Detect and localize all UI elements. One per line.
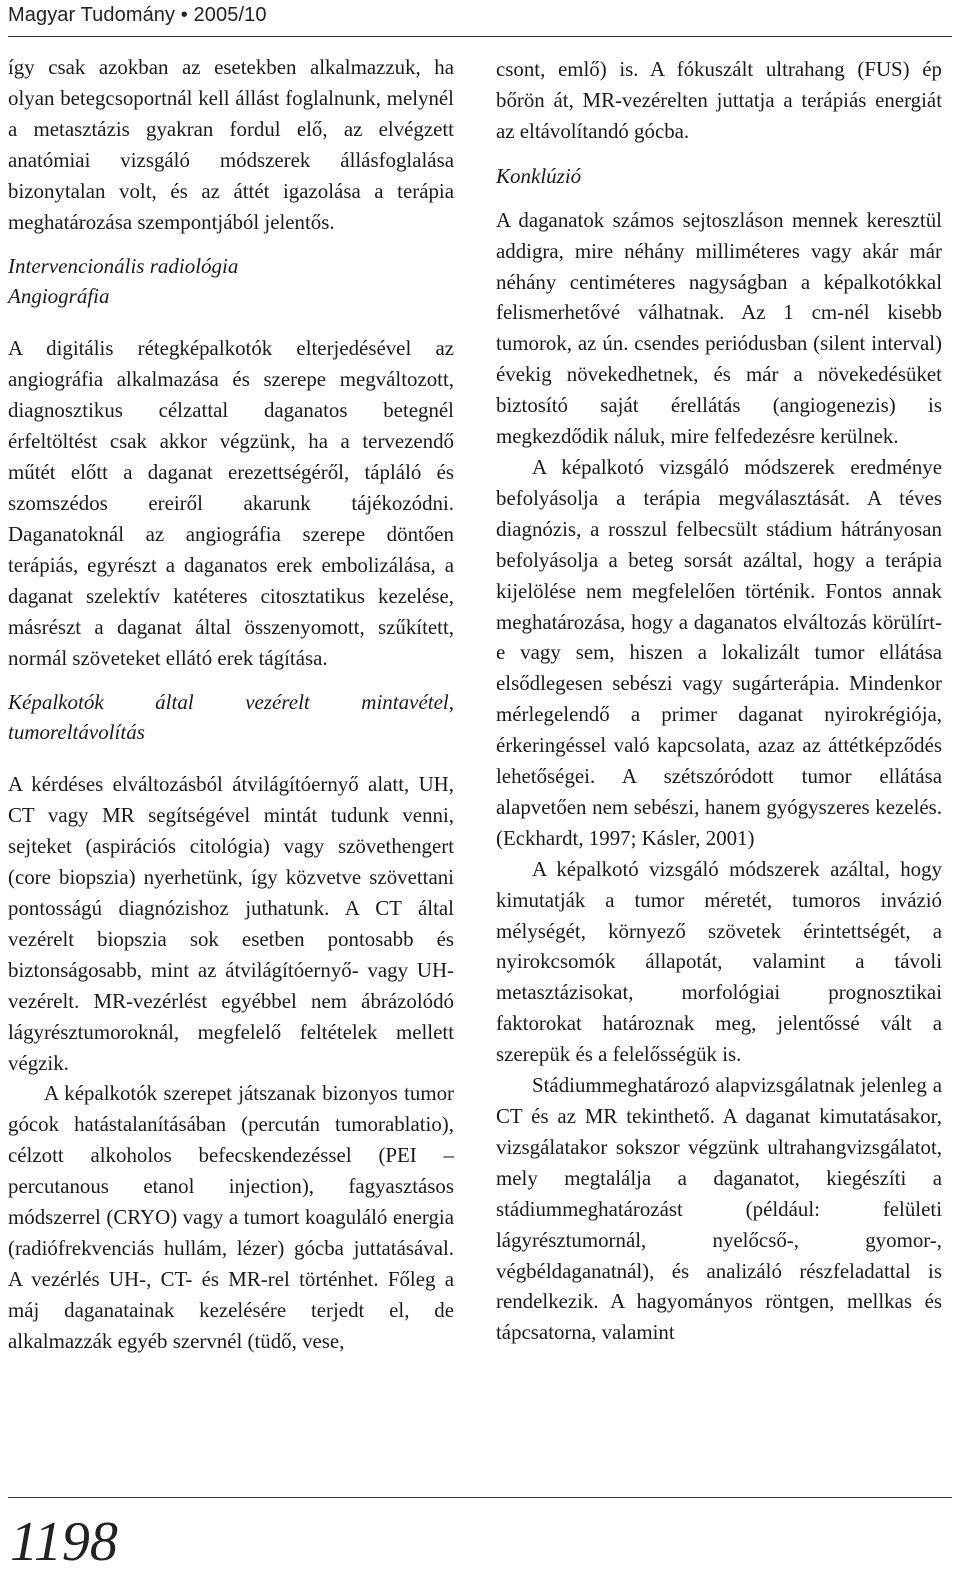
footer-rule — [8, 1497, 952, 1498]
paragraph-konkluzio-3: A képalkotó vizsgáló módszerek azáltal, hogy kimutatják a tumor méretét, tumoros invázió mélységét, környező szövetek érintettségét, a nyirokcsomók állapotát, valamint a távoli metasztázisokat, morfológiai prognosztikai faktorokat határoznak meg, jelentőssé vált a szerepük és a felelősségük is. — [496, 856, 942, 1067]
paragraph-continued: csont, emlő) is. A fókuszált ultrahang (FUS) ép bőrön át, MR-vezérelten juttatja a terápiás energiát az eltávolítandó gócba. — [496, 57, 942, 143]
paragraph-konkluzio-1: A daganatok számos sejtoszláson mennek keresztül addigra, mire néhány milliméteres vagy akár már néhány centiméteres nagyságban a képalkotókkal felismerhetővé válhatnak. Az 1 cm-nél kisebb tumorok, az ún. csendes periódusban (silent interval) évekig növekedhetnek, és már a növekedésüket biztosító saját érellátás (angiogenezis) is megkezdődik náluk, mire felfedezésre kerülnek. — [496, 207, 942, 449]
paragraph-konkluzio-4: Stádiummeghatározó alapvizsgálatnak jelenleg a CT és az MR tekinthető. A daganat kimutatásakor, vizsgálatakor sokszor végzünk ultrahangvizsgálatot, mely megtalálja a daganatot, kiegészíti a stádiummeghatározást (például: felületi lágyrésztumornál, nyelőcső-, gyomor-, végbéldaganatnál), és analizáló részfeladattal is rendelkezik. A hagyományos röntgen, mellkas és tápcsatorna, valamint — [496, 1073, 942, 1345]
page-number: 1198 — [10, 1511, 118, 1573]
paragraph-mintavetel: A kérdéses elváltozásból átvilágítóernyő alatt, UH, CT vagy MR segítségével mintát tudunk venni, sejteket (aspirációs citológia) vagy szövethengert (core biopszia) nyerhetünk, így közvetve szövettani pontosságú diagnózishoz juthatunk. A CT által vezérelt biopszia sok esetben pontosabb és biztonságosabb, mint az átvilágítóernyő- vagy UH-vezérelt. MR-vezérlést egyébbel nem ábrázolódó lágyrésztumoroknál, megfelelő feltételek mellett végzik. — [8, 772, 454, 1075]
heading-angiografia: Angiográfia — [8, 284, 110, 309]
heading-mintavetel: Képalkotók által vezérelt mintavétel, tumoreltávolítás — [8, 690, 454, 745]
heading-intervencionalis: Intervencionális radiológia — [8, 254, 239, 279]
paragraph-intro: így csak azokban az esetekben alkalmazzuk, ha olyan betegcsoportnál kell állást foglalnunk, melynél a metasztázis gyakran fordul elő, az elvégzett anatómiai vizsgáló módszerek állásfoglalása bizonytalan volt, és az áttét igazolása a terápia meghatározása szempontjából jelentős. — [8, 55, 454, 234]
paragraph-angiografia: A digitális rétegképalkotók elterjedésével az angiográfia alkalmazása és szerepe megváltozott, diagnosztikus célzattal daganatos betegnél érfeltöltést csak akkor végzünk, ha a tervezendő műtét előtt a daganat erezettségéről, tápláló és szomszédos ereiről akarunk tájékozódni. Daganatoknál az angiográfia szerepe döntően terápiás, egyrészt a daganatos erek embolizálása, a daganat szelektív katéteres citosztatikus kezelése, másrészt a daganat által összenyomott, szűkített, normál szöveteket ellátó erek tágítása. — [8, 336, 454, 670]
paragraph-konkluzio-2: A képalkotó vizsgáló módszerek eredménye befolyásolja a terápia megválasztását. A téves diagnózis, a rosszul felbecsült stádium hátrányosan befolyásolja a beteg sorsát azáltal, hogy a terápia kijelölése nem megfelelően történik. Fontos annak meghatározása, hogy a daganatos elváltozás körülírt-e vagy sem, hiszen a lokalizált tumor ellátása elsődlegesen sebészi vagy sugárterápia. Mindenkor mérlegelendő a primer daganat nyirokrégiója, érkeringéssel való kapcsolata, azaz az áttétképződés lehetőségei. A szétszóródott tumor ellátása alapvetően nem sebészi, hanem gyógyszeres kezelés. (Eckhardt, 1997; Kásler, 2001) — [496, 454, 942, 850]
right-column — [496, 54, 942, 1348]
paragraph-kepalkotok: A képalkotók szerepet játszanak bizonyos tumor gócok hatástalanításában (percután tumorablatio), célzott alkoholos befecskendezéssel (PEI – percutanous etanol injection), fagyasztásos módszerrel (CRYO) vagy a tumort koaguláló energia (radiófrekvenciás hullám, lézer) gócba juttatásával. A vezérlés UH-, CT- és MR-rel történhet. Főleg a máj daganatainak kezelésére terjedt el, de alkalmazzák egyéb szervnél (tüdő, vese, — [8, 1081, 454, 1353]
header-rule — [8, 36, 952, 37]
left-column — [8, 52, 454, 1357]
journal-header: Magyar Tudomány • 2005/10 — [8, 4, 267, 26]
heading-konkluzio: Konklúzió — [496, 163, 582, 188]
